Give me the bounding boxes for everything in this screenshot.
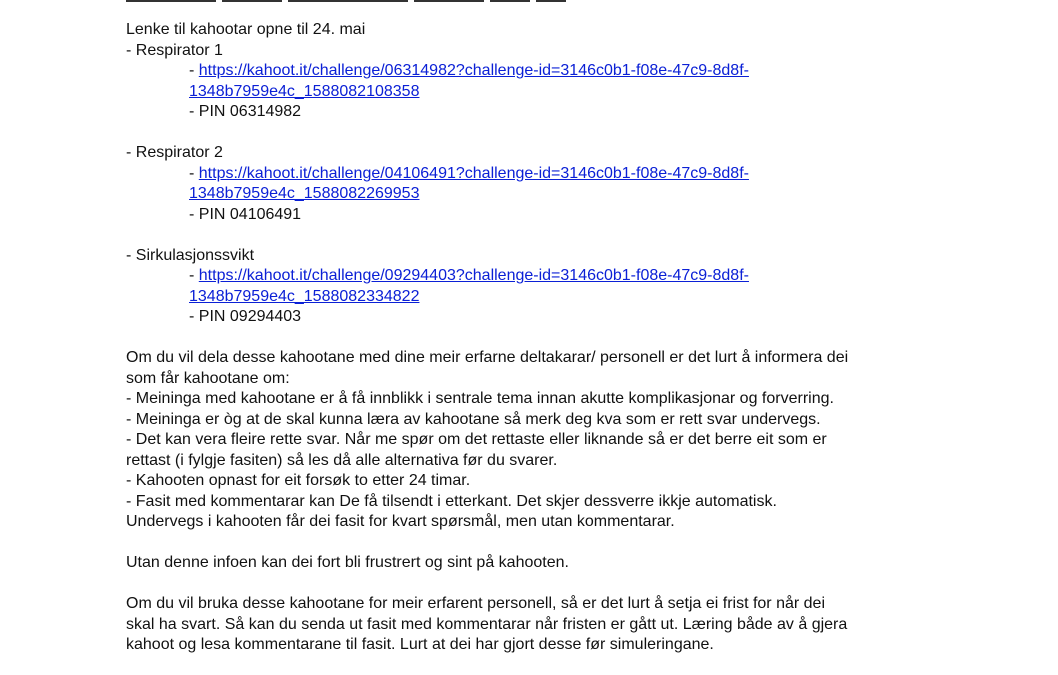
paragraph-line: skal ha svart. Så kan du senda ut fasit med kommentarar når fristen er gått ut. Læring både av å gjera xyxy=(126,615,848,633)
final-paragraph xyxy=(126,594,946,656)
warning-paragraph: Utan denne infoen kan dei fort bli frustrert og sint på kahooten. xyxy=(126,554,569,571)
link-dash: - xyxy=(189,164,199,182)
kahoot-entry xyxy=(126,41,946,123)
paragraph-line: - Fasit med kommentarar kan De få tilsendt i etterkant. Det skjer dessverre ikkje automatisk. xyxy=(126,492,777,510)
info-paragraph xyxy=(126,348,946,533)
kahoot-link-continuation[interactable]: 1348b7959e4c_1588082108358 xyxy=(189,82,420,100)
document-body xyxy=(126,20,946,656)
kahoot-title: - Respirator 1 xyxy=(126,41,223,59)
kahoot-title: - Respirator 2 xyxy=(126,144,223,161)
paragraph-line: - Det kan vera fleire rette svar. Når me spør om det rettaste eller liknande så er det berre eit som er xyxy=(126,431,827,448)
link-dash: - xyxy=(189,62,199,79)
intro-text: Lenke til kahootar opne til 24. mai xyxy=(126,21,366,38)
cropped-previous-line xyxy=(126,0,606,2)
kahoot-link-row xyxy=(126,82,946,103)
kahoot-link-row xyxy=(126,287,946,308)
kahoot-pin: - PIN 04106491 xyxy=(189,205,302,223)
kahoot-link[interactable]: https://kahoot.it/challenge/06314982?challenge-id=3146c0b1-f08e-47c9-8d8f- xyxy=(198,62,749,79)
kahoot-link-row xyxy=(126,266,946,287)
kahoot-link[interactable]: https://kahoot.it/challenge/09294403?challenge-id=3146c0b1-f08e-47c9-8d8f- xyxy=(198,267,749,284)
paragraph-line: Om du vil bruka desse kahootane for meir erfarent personell, så er det lurt å setja ei frist for når dei xyxy=(126,595,825,612)
paragraph-line: - Kahooten opnast for eit forsøk to etter 24 timar. xyxy=(126,472,471,489)
paragraph-line: Om du vil dela desse kahootane med dine meir erfarne deltakarar/ personell er det lurt å informera dei xyxy=(126,349,849,366)
paragraph-line: - Meininga med kahootane er å få innblikk i sentrale tema innan akutte komplikasjonar og forverring. xyxy=(126,390,834,407)
kahoot-pin: - PIN 09294403 xyxy=(189,308,302,325)
kahoot-entry xyxy=(126,246,946,328)
paragraph-line: som får kahootane om: xyxy=(126,369,290,387)
paragraph-line: - Meininga er òg at de skal kunna læra av kahootane så merk deg kva som er rett svar undervegs. xyxy=(126,410,821,428)
kahoot-link-row xyxy=(126,61,946,82)
paragraph-line: Undervegs i kahooten får dei fasit for kvart spørsmål, men utan kommentarar. xyxy=(126,513,675,530)
kahoot-link-continuation[interactable]: 1348b7959e4c_1588082334822 xyxy=(189,287,420,305)
paragraph-line: rettast (i fylgje fasiten) så les då alle alternativa før du svarer. xyxy=(126,451,558,469)
link-dash: - xyxy=(189,267,199,284)
paragraph-line: kahoot og lesa kommentarane til fasit. Lurt at dei har gjort desse før simuleringane. xyxy=(126,636,714,653)
kahoot-entry xyxy=(126,143,946,225)
kahoot-link[interactable]: https://kahoot.it/challenge/04106491?challenge-id=3146c0b1-f08e-47c9-8d8f- xyxy=(198,164,749,182)
kahoot-link-row xyxy=(126,184,946,205)
kahoot-link-continuation[interactable]: 1348b7959e4c_1588082269953 xyxy=(189,185,420,202)
kahoot-link-row xyxy=(126,164,946,185)
kahoot-pin: - PIN 06314982 xyxy=(189,103,302,120)
kahoot-title: - Sirkulasjonssvikt xyxy=(126,246,255,264)
